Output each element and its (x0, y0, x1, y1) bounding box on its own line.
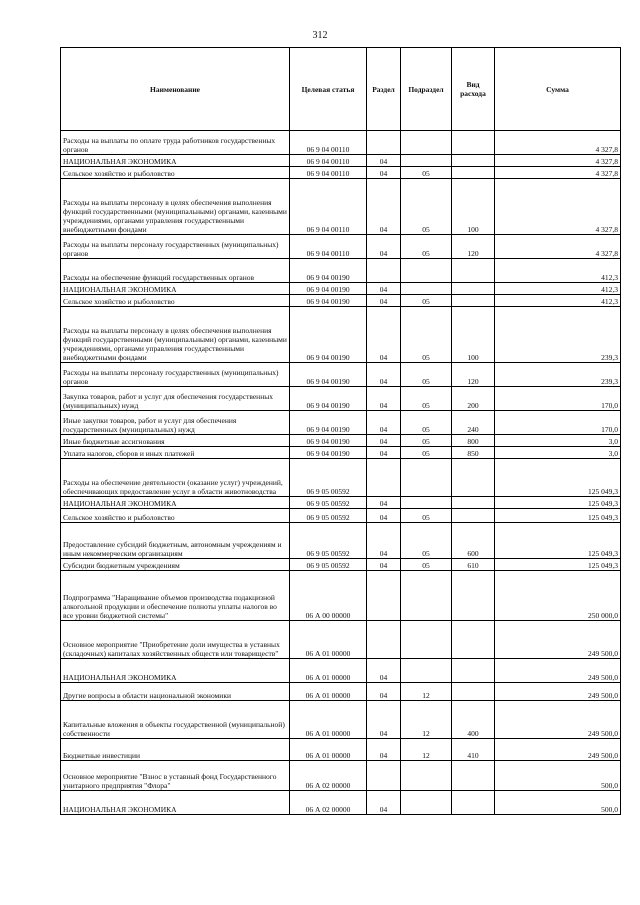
cell-subsection: 05 (401, 295, 452, 307)
cell-target: 06 9 04 00190 (290, 283, 367, 295)
cell-target: 06 9 04 00190 (290, 447, 367, 459)
cell-target: 06 9 05 00592 (290, 559, 367, 571)
cell-section: 04 (367, 739, 401, 761)
cell-expense-type (452, 131, 495, 155)
cell-sum: 249 500,0 (495, 739, 621, 761)
table-row (61, 131, 621, 155)
cell-subsection: 05 (401, 447, 452, 459)
cell-target: 06 9 04 00190 (290, 295, 367, 307)
cell-subsection (401, 621, 452, 659)
table-row (61, 683, 621, 701)
table-row (61, 259, 621, 283)
table-row (61, 497, 621, 509)
cell-subsection: 12 (401, 683, 452, 701)
cell-subsection (401, 497, 452, 509)
cell-name: Уплата налогов, сборов и иных платежей (61, 447, 290, 459)
cell-sum: 125 049,3 (495, 559, 621, 571)
cell-expense-type (452, 509, 495, 523)
cell-subsection: 05 (401, 363, 452, 387)
cell-expense-type (452, 621, 495, 659)
cell-sum: 3,0 (495, 435, 621, 447)
table-row (61, 387, 621, 411)
header-name: Наименование (61, 48, 290, 131)
cell-section: 04 (367, 411, 401, 435)
budget-table (60, 47, 621, 815)
cell-target: 06 А 01 00000 (290, 621, 367, 659)
cell-target: 06 9 04 00110 (290, 179, 367, 235)
cell-sum: 3,0 (495, 447, 621, 459)
cell-sum: 4 327,8 (495, 155, 621, 167)
table-row (61, 447, 621, 459)
cell-expense-type: 400 (452, 701, 495, 739)
cell-sum: 412,3 (495, 283, 621, 295)
cell-expense-type (452, 497, 495, 509)
cell-target: 06 9 04 00190 (290, 387, 367, 411)
cell-subsection (401, 155, 452, 167)
table-row (61, 179, 621, 235)
cell-section: 04 (367, 509, 401, 523)
cell-name: Субсидии бюджетным учреждениям (61, 559, 290, 571)
cell-target: 06 9 05 00592 (290, 459, 367, 497)
cell-sum: 170,0 (495, 387, 621, 411)
table-row (61, 167, 621, 179)
cell-expense-type: 100 (452, 179, 495, 235)
cell-sum: 249 500,0 (495, 621, 621, 659)
cell-target: 06 А 02 00000 (290, 761, 367, 791)
table-row (61, 411, 621, 435)
cell-sum: 4 327,8 (495, 179, 621, 235)
cell-section: 04 (367, 235, 401, 259)
cell-name: Иные бюджетные ассигнования (61, 435, 290, 447)
cell-section: 04 (367, 387, 401, 411)
cell-expense-type (452, 459, 495, 497)
table-row (61, 295, 621, 307)
cell-subsection: 05 (401, 509, 452, 523)
cell-name: Капитальные вложения в объекты государственной (муниципальной) собственности (61, 701, 290, 739)
cell-sum: 250 000,0 (495, 571, 621, 621)
cell-sum: 500,0 (495, 761, 621, 791)
cell-name: Бюджетные инвестиции (61, 739, 290, 761)
cell-sum: 500,0 (495, 791, 621, 815)
cell-name: Иные закупки товаров, работ и услуг для обеспечения государственных (муниципальных) нужд (61, 411, 290, 435)
cell-expense-type: 120 (452, 235, 495, 259)
cell-expense-type (452, 571, 495, 621)
cell-section: 04 (367, 559, 401, 571)
cell-sum: 4 327,8 (495, 167, 621, 179)
cell-target: 06 9 04 00190 (290, 259, 367, 283)
table-row (61, 659, 621, 683)
cell-target: 06 А 01 00000 (290, 683, 367, 701)
cell-section: 04 (367, 497, 401, 509)
cell-name: Закупка товаров, работ и услуг для обеспечения государственных (муниципальных) нужд (61, 387, 290, 411)
cell-name: Сельское хозяйство и рыболовство (61, 295, 290, 307)
cell-expense-type (452, 167, 495, 179)
cell-expense-type (452, 791, 495, 815)
cell-subsection: 05 (401, 523, 452, 559)
cell-sum: 239,3 (495, 307, 621, 363)
table-row (61, 571, 621, 621)
cell-subsection (401, 791, 452, 815)
cell-expense-type: 100 (452, 307, 495, 363)
cell-section: 04 (367, 447, 401, 459)
cell-sum: 412,3 (495, 295, 621, 307)
cell-sum: 125 049,3 (495, 497, 621, 509)
cell-name: Другие вопросы в области национальной экономики (61, 683, 290, 701)
cell-section: 04 (367, 435, 401, 447)
cell-subsection (401, 761, 452, 791)
cell-section: 04 (367, 523, 401, 559)
cell-name: Сельское хозяйство и рыболовство (61, 167, 290, 179)
header-sum: Сумма (495, 48, 621, 131)
cell-target: 06 9 04 00190 (290, 363, 367, 387)
cell-target: 06 9 05 00592 (290, 497, 367, 509)
cell-subsection (401, 571, 452, 621)
cell-subsection: 05 (401, 559, 452, 571)
cell-expense-type: 800 (452, 435, 495, 447)
cell-target: 06 9 04 00110 (290, 167, 367, 179)
table-row (61, 435, 621, 447)
cell-name: Расходы на обеспечение функций государственных органов (61, 259, 290, 283)
cell-subsection: 05 (401, 179, 452, 235)
table-row (61, 235, 621, 259)
cell-target: 06 9 05 00592 (290, 509, 367, 523)
cell-sum: 4 327,8 (495, 235, 621, 259)
header-expense-type: Вид расхода (452, 48, 495, 131)
cell-expense-type: 410 (452, 739, 495, 761)
cell-name: НАЦИОНАЛЬНАЯ ЭКОНОМИКА (61, 791, 290, 815)
cell-expense-type: 850 (452, 447, 495, 459)
cell-sum: 125 049,3 (495, 459, 621, 497)
cell-sum: 239,3 (495, 363, 621, 387)
cell-section (367, 621, 401, 659)
cell-expense-type: 610 (452, 559, 495, 571)
cell-name: Расходы на выплаты по оплате труда работников государственных органов (61, 131, 290, 155)
table-row (61, 559, 621, 571)
table-row (61, 363, 621, 387)
cell-sum: 249 500,0 (495, 683, 621, 701)
cell-subsection: 05 (401, 167, 452, 179)
cell-section: 04 (367, 363, 401, 387)
cell-expense-type: 240 (452, 411, 495, 435)
cell-expense-type: 200 (452, 387, 495, 411)
cell-section (367, 131, 401, 155)
cell-name: Подпрограмма "Наращивание объемов производства подакцизной алкогольной продукции и обеспечение полноты уплаты налогов во все уровни бюджетной системы" (61, 571, 290, 621)
cell-sum: 249 500,0 (495, 659, 621, 683)
cell-name: Предоставление субсидий бюджетным, автономным учреждениям и иным некоммерческим организациям (61, 523, 290, 559)
cell-target: 06 А 00 00000 (290, 571, 367, 621)
header-subsection: Подраздел (401, 48, 452, 131)
cell-name: Расходы на обеспечение деятельности (оказание услуг) учреждений, обеспечивающих предоставление услуг в области животноводства (61, 459, 290, 497)
header-target: Целевая статья (290, 48, 367, 131)
cell-subsection (401, 131, 452, 155)
cell-subsection (401, 259, 452, 283)
cell-expense-type (452, 295, 495, 307)
table-row (61, 761, 621, 791)
cell-target: 06 9 04 00190 (290, 411, 367, 435)
cell-name: Расходы на выплаты персоналу в целях обеспечения выполнения функций государственными (муниципальными) органами, казенными учреждениями, органами управления государственными внебюджетными фондами (61, 307, 290, 363)
cell-section: 04 (367, 701, 401, 739)
cell-sum: 412,3 (495, 259, 621, 283)
table-row (61, 791, 621, 815)
cell-target: 06 9 04 00110 (290, 155, 367, 167)
cell-expense-type: 120 (452, 363, 495, 387)
cell-section (367, 459, 401, 497)
cell-name: Расходы на выплаты персоналу в целях обеспечения выполнения функций государственными (муниципальными) органами, казенными учреждениями, органами управления государственными внебюджетными фондами (61, 179, 290, 235)
cell-subsection: 05 (401, 387, 452, 411)
cell-subsection: 05 (401, 235, 452, 259)
cell-section: 04 (367, 295, 401, 307)
cell-subsection: 12 (401, 739, 452, 761)
cell-name: Расходы на выплаты персоналу государственных (муниципальных) органов (61, 235, 290, 259)
cell-target: 06 А 01 00000 (290, 701, 367, 739)
table-row (61, 509, 621, 523)
cell-section (367, 259, 401, 283)
cell-name: Основное мероприятие "Взнос в уставный фонд Государственного унитарного предприятия "Флора" (61, 761, 290, 791)
cell-section: 04 (367, 179, 401, 235)
cell-subsection (401, 459, 452, 497)
cell-subsection (401, 659, 452, 683)
cell-section: 04 (367, 155, 401, 167)
cell-target: 06 9 04 00110 (290, 235, 367, 259)
page-number: 312 (312, 30, 328, 41)
cell-name: Сельское хозяйство и рыболовство (61, 509, 290, 523)
cell-section: 04 (367, 791, 401, 815)
cell-expense-type (452, 683, 495, 701)
cell-expense-type: 600 (452, 523, 495, 559)
cell-target: 06 А 01 00000 (290, 739, 367, 761)
table-row (61, 459, 621, 497)
table-row (61, 739, 621, 761)
header-section: Раздел (367, 48, 401, 131)
cell-section: 04 (367, 307, 401, 363)
cell-subsection (401, 283, 452, 295)
cell-sum: 4 327,8 (495, 131, 621, 155)
cell-section (367, 761, 401, 791)
cell-section: 04 (367, 283, 401, 295)
cell-subsection: 12 (401, 701, 452, 739)
cell-name: НАЦИОНАЛЬНАЯ ЭКОНОМИКА (61, 497, 290, 509)
cell-name: НАЦИОНАЛЬНАЯ ЭКОНОМИКА (61, 283, 290, 295)
cell-expense-type (452, 659, 495, 683)
cell-expense-type (452, 761, 495, 791)
cell-expense-type (452, 283, 495, 295)
cell-name: Основное мероприятие "Приобретение доли имущества в уставных (складочных) капиталах хозяйственных обществ или товариществ" (61, 621, 290, 659)
cell-subsection: 05 (401, 435, 452, 447)
cell-target: 06 9 04 00110 (290, 131, 367, 155)
table-row (61, 283, 621, 295)
cell-section: 04 (367, 659, 401, 683)
cell-expense-type (452, 155, 495, 167)
cell-target: 06 9 04 00190 (290, 307, 367, 363)
cell-target: 06 А 02 00000 (290, 791, 367, 815)
cell-section: 04 (367, 167, 401, 179)
cell-sum: 170,0 (495, 411, 621, 435)
cell-name: НАЦИОНАЛЬНАЯ ЭКОНОМИКА (61, 659, 290, 683)
table-row (61, 701, 621, 739)
table-row (61, 155, 621, 167)
cell-name: Расходы на выплаты персоналу государственных (муниципальных) органов (61, 363, 290, 387)
cell-sum: 125 049,3 (495, 523, 621, 559)
table-row (61, 621, 621, 659)
cell-subsection: 05 (401, 307, 452, 363)
cell-section (367, 571, 401, 621)
cell-section: 04 (367, 683, 401, 701)
cell-sum: 125 049,3 (495, 509, 621, 523)
cell-subsection: 05 (401, 411, 452, 435)
table-row (61, 523, 621, 559)
cell-target: 06 9 05 00592 (290, 523, 367, 559)
table-row (61, 307, 621, 363)
cell-expense-type (452, 259, 495, 283)
cell-target: 06 9 04 00190 (290, 435, 367, 447)
cell-name: НАЦИОНАЛЬНАЯ ЭКОНОМИКА (61, 155, 290, 167)
table-header-row (61, 48, 621, 131)
cell-target: 06 А 01 00000 (290, 659, 367, 683)
cell-sum: 249 500,0 (495, 701, 621, 739)
